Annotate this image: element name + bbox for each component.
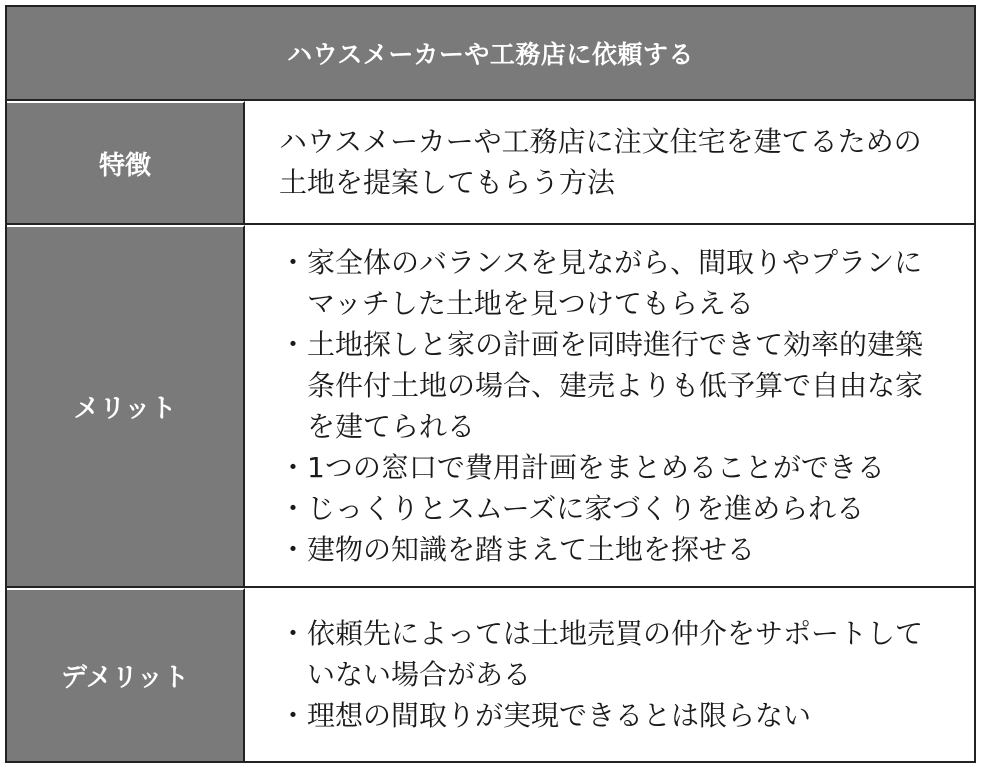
demerit-item-2: 理想の間取りが実現できるとは限らない: [307, 699, 812, 732]
row-content-merits: [245, 225, 974, 586]
list-item: [279, 447, 944, 488]
list-item: [279, 529, 944, 570]
bullet-icon: ・: [279, 450, 308, 484]
bullet-icon: ・: [279, 491, 308, 525]
comparison-table: [5, 5, 976, 763]
bullet-icon: ・: [279, 532, 308, 566]
bullet-icon: ・: [279, 327, 308, 361]
merit-item-5: 建物の知識を踏まえて土地を探せる: [307, 532, 756, 566]
features-text: ハウスメーカーや工務店に注文住宅を建てるための土地を提案してもらう方法: [279, 125, 922, 199]
row-label-merits: メリット: [7, 225, 245, 586]
bullet-icon: ・: [279, 699, 308, 732]
row-label-demerits: デメリット: [7, 588, 245, 761]
bullet-icon: ・: [279, 245, 308, 279]
merit-item-3: 1つの窓口で費用計画をまとめることができる: [307, 450, 885, 484]
table-title: ハウスメーカーや工務店に依頼する: [287, 40, 694, 69]
list-item: [279, 242, 944, 324]
list-item: [279, 488, 944, 529]
row-merits: [7, 225, 974, 588]
merit-item-2: 土地探しと家の計画を同時進行できて効率的建築条件付土地の場合、建売よりも低予算で自由な家を建てられる: [307, 327, 924, 443]
table-header: [7, 7, 974, 101]
merit-item-1: 家全体のバランスを見ながら、間取りやプランにマッチした土地を見つけてもらえる: [307, 245, 923, 320]
row-demerits: [7, 588, 974, 761]
list-item: [279, 613, 944, 695]
merit-item-4: じっくりとスムーズに家づくりを進められる: [307, 491, 865, 525]
bullet-icon: ・: [279, 617, 308, 650]
row-content-features: [245, 101, 974, 223]
demerit-item-1: 依頼先によっては土地売買の仲介をサポートしていない場合がある: [307, 617, 924, 691]
list-item: [279, 324, 944, 447]
row-features: [7, 101, 974, 225]
row-content-demerits: [245, 588, 974, 761]
list-item: [279, 695, 944, 736]
row-label-features: 特徴: [7, 101, 245, 223]
